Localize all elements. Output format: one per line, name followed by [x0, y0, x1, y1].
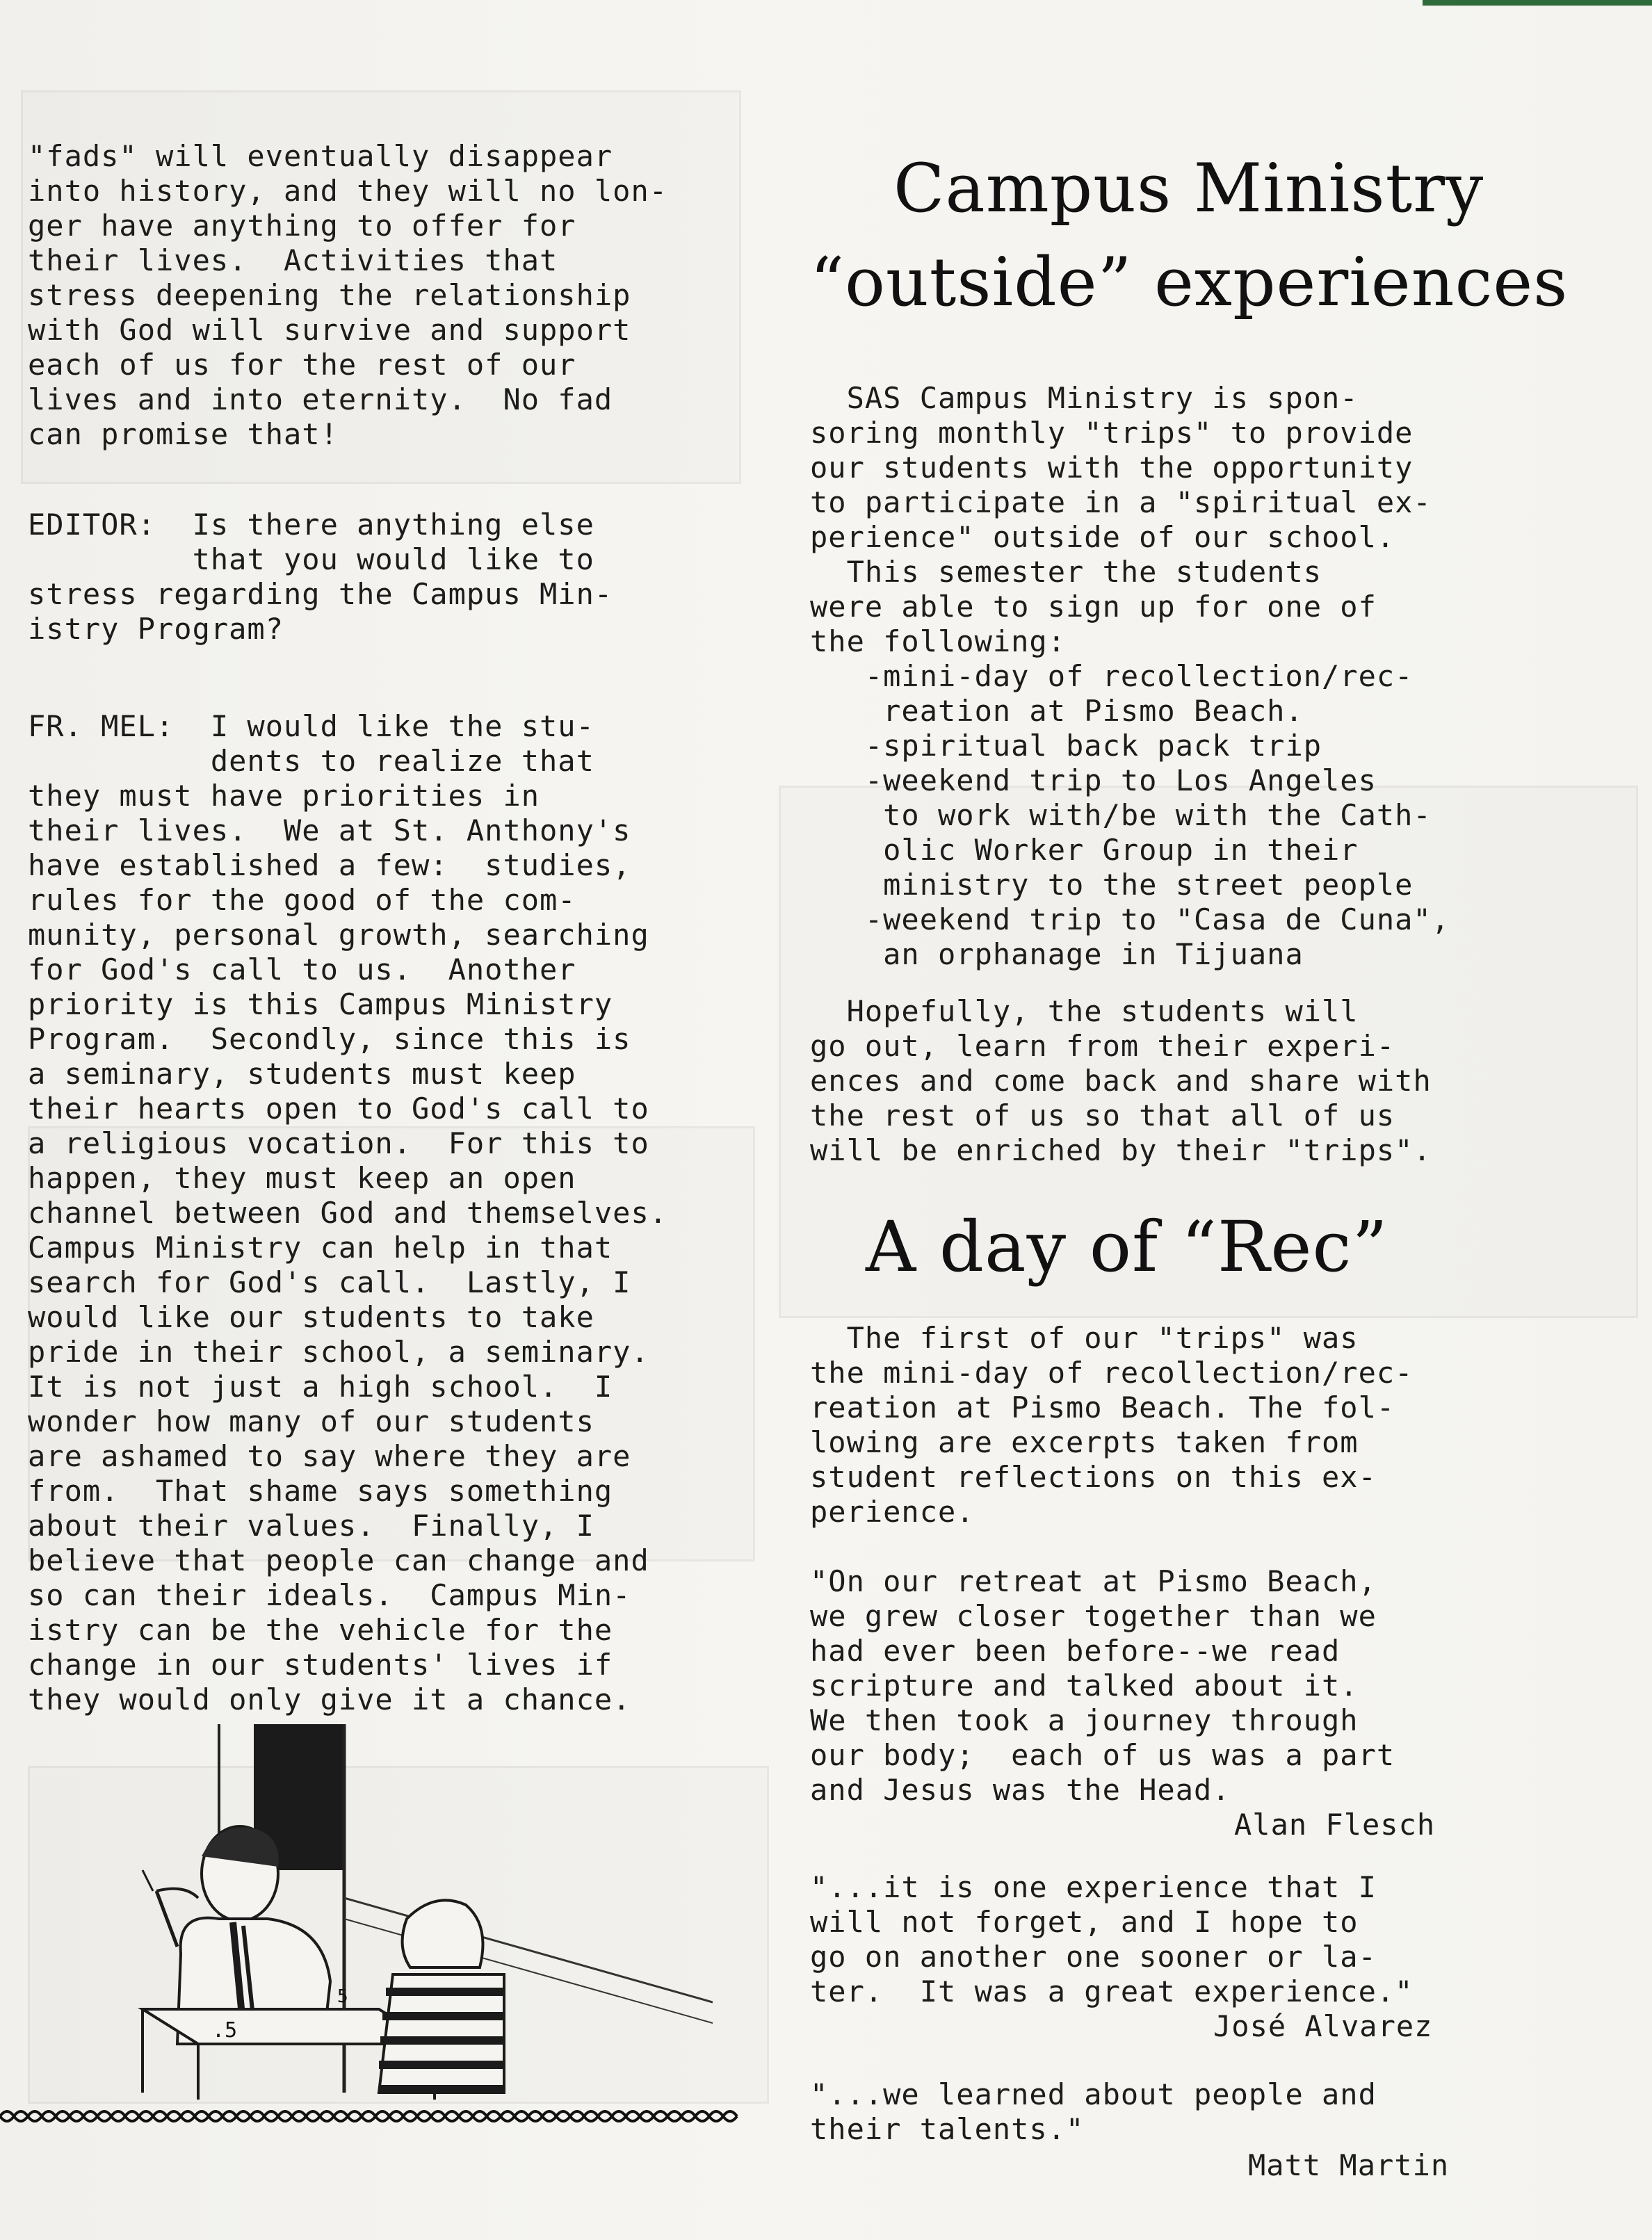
- hopefully-paragraph: Hopefully, the students will go out, learn from their experi- ences and come back and share with the rest of us so that all of us will be enriched by their "trips".: [810, 994, 1432, 1167]
- teacher-student-illustration: [115, 1717, 713, 2100]
- author-matt-martin: Matt Martin: [1248, 2148, 1450, 2182]
- rec-intro-paragraph: The first of our "trips" was the mini-day of recollection/rec- reation at Pismo Beach. The fol- lowing are excerpts taken from student reflections on this ex- perience.: [810, 1321, 1414, 1529]
- braid-divider: [0, 2107, 751, 2126]
- headline-day-of-rec: A day of “Rec”: [866, 1206, 1388, 1288]
- svg-text:5: 5: [337, 1986, 348, 2007]
- fr-mel-answer: FR. MEL: I would like the stu- dents to realize that they must have priorities in their lives. We at St. Anthony's have established a few: studies, rules for the good of the com- munity, personal growth, searching for God's call to us. Another priority is this Campus Ministry Program. Secondly, since this is a seminary, students must keep their hearts open to God's call to a religious vocation. For this to happen, they must keep an open channel between God and themselves. Campus Ministry can help in that search for God's call. Lastly, I would like our students to take pride in their school, a seminary. It is not just a high school. I wonder how many of our students are ashamed to say where they are from. That shame says something about their values. Finally, I believe that people can change and so can their ideals. Campus Min- istry can be the vehicle for the change in our students' lives if they would only give it a chance.: [28, 709, 668, 1716]
- quote-alan-flesch: "On our retreat at Pismo Beach, we grew closer together than we had ever been before--we read scripture and talked about it. We then took a journey through our body; each of us was a part and Jesus was the Head.: [810, 1564, 1395, 1807]
- headline-outside-experiences: “outside” experiences: [810, 243, 1569, 321]
- student-figure: [379, 1900, 504, 2093]
- svg-text:.5: .5: [212, 2018, 238, 2043]
- fads-paragraph: "fads" will eventually disappear into history, and they will no lon- ger have anything to offer for their lives. Activities that stress deepening the relationship with God will survive and support each of us for the rest of our lives and into eternity. No fad can promise that!: [28, 139, 668, 451]
- quote-matt-martin: "...we learned about people and their talents.": [810, 2077, 1377, 2146]
- campus-ministry-intro: SAS Campus Ministry is spon- soring monthly "trips" to provide our students with the opportunity to participate in a "spiritual ex- perience" outside of our school. This semester the students were able to sign up for one of the following:: [810, 381, 1432, 658]
- quote-jose-alvarez: "...it is one experience that I will not forget, and I hope to go on another one sooner or la- ter. It was a great experience.": [810, 1870, 1414, 2008]
- author-alan-flesch: Alan Flesch: [1234, 1808, 1436, 1842]
- headline-campus-ministry: Campus Ministry: [893, 149, 1484, 227]
- editor-question: EDITOR: Is there anything else that you would like to stress regarding the Campus Min- istry Program?: [28, 508, 613, 646]
- trip-list: -mini-day of recollection/rec- reation at Pismo Beach. -spiritual back pack trip -weekend trip to Los Angeles to work with/be with the Cath- olic Worker Group in their ministry to the street people -weekend trip to "Casa de Cuna", an orphanage in Tijuana: [864, 659, 1450, 971]
- top-edge-rule: [1423, 0, 1652, 6]
- author-jose-alvarez: José Alvarez: [1213, 2009, 1433, 2043]
